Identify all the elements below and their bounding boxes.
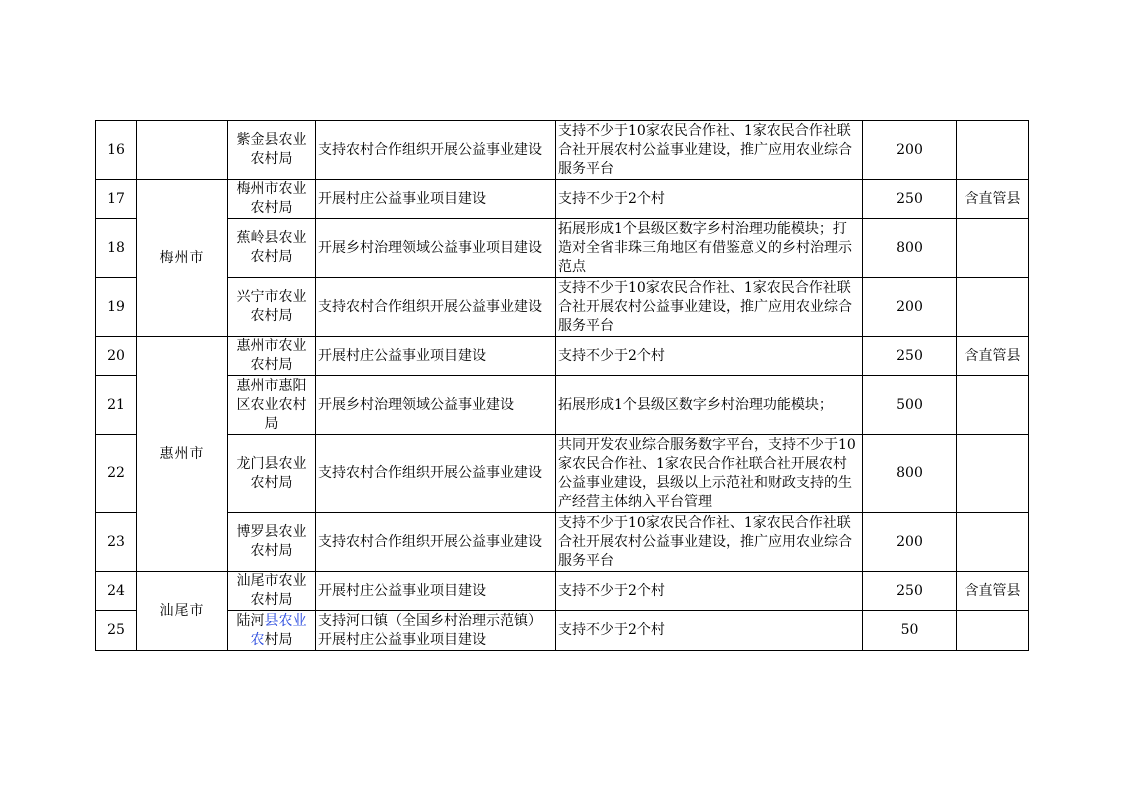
table-row [96,611,1029,651]
task-cell: 支持不少于10家农民合作社、1家农民合作社联合社开展农村公益事业建设，推广应用农业综合服务平台 [556,278,863,337]
project-cell: 支持农村合作组织开展公益事业建设 [316,513,556,572]
unit-cell: 惠州市惠阳区农业农村局 [228,376,316,435]
amount-cell: 200 [863,278,957,337]
project-cell: 开展乡村治理领域公益事业项目建设 [316,219,556,278]
unit-cell: 梅州市农业农村局 [228,180,316,219]
amount-cell: 800 [863,219,957,278]
unit-cell: 博罗县农业农村局 [228,513,316,572]
table-row [96,278,1029,337]
row-number: 17 [96,180,137,219]
unit-cell: 汕尾市农业农村局 [228,572,316,611]
city-cell: 汕尾市 [137,572,228,651]
amount-cell: 250 [863,180,957,219]
note-cell: 含直管县 [957,180,1029,219]
project-cell: 支持农村合作组织开展公益事业建设 [316,121,556,180]
amount-cell: 500 [863,376,957,435]
city-cell [137,121,228,180]
table-row [96,219,1029,278]
project-cell: 支持农村合作组织开展公益事业建设 [316,435,556,513]
table-row [96,180,1029,219]
task-cell: 支持不少于2个村 [556,611,863,651]
project-cell: 支持农村合作组织开展公益事业建设 [316,278,556,337]
note-cell [957,611,1029,651]
task-cell: 支持不少于10家农民合作社、1家农民合作社联合社开展农村公益事业建设，推广应用农业综合服务平台 [556,513,863,572]
note-cell [957,278,1029,337]
note-cell [957,121,1029,180]
task-cell: 拓展形成1个县级区数字乡村治理功能模块；打造对全省非珠三角地区有借鉴意义的乡村治理示范点 [556,219,863,278]
task-cell: 共同开发农业综合服务数字平台，支持不少于10家农民合作社、1家农民合作社联合社开展农村公益事业建设，县级以上示范社和财政支持的生产经营主体纳入平台管理 [556,435,863,513]
row-number: 18 [96,219,137,278]
note-cell: 含直管县 [957,572,1029,611]
city-cell: 梅州市 [137,180,228,337]
note-cell: 含直管县 [957,337,1029,376]
unit-cell [228,611,316,651]
table-row [96,376,1029,435]
table-row [96,572,1029,611]
unit-cell: 惠州市农业农村局 [228,337,316,376]
note-cell [957,219,1029,278]
note-cell [957,513,1029,572]
row-number: 19 [96,278,137,337]
unit-cell: 兴宁市农业农村局 [228,278,316,337]
task-cell: 支持不少于10家农民合作社、1家农民合作社联合社开展农村公益事业建设，推广应用农业综合服务平台 [556,121,863,180]
row-number: 20 [96,337,137,376]
unit-part-link: 县农业 [264,612,307,629]
amount-cell: 200 [863,121,957,180]
table-row [96,513,1029,572]
unit-cell: 紫金县农业农村局 [228,121,316,180]
task-cell: 支持不少于2个村 [556,572,863,611]
amount-cell: 800 [863,435,957,513]
row-number: 25 [96,611,137,651]
project-cell: 开展乡村治理领域公益事业建设 [316,376,556,435]
amount-cell: 200 [863,513,957,572]
unit-part: 村局 [264,631,293,648]
project-cell: 开展村庄公益事业项目建设 [316,180,556,219]
city-cell: 惠州市 [137,337,228,572]
note-cell [957,376,1029,435]
amount-cell: 50 [863,611,957,651]
row-number: 16 [96,121,137,180]
project-cell: 支持河口镇（全国乡村治理示范镇）开展村庄公益事业项目建设 [316,611,556,651]
unit-cell: 蕉岭县农业农村局 [228,219,316,278]
project-cell: 开展村庄公益事业项目建设 [316,337,556,376]
row-number: 24 [96,572,137,611]
unit-part: 陆河 [236,612,265,629]
unit-part-link: 农 [250,631,265,648]
table-row [96,337,1029,376]
task-cell: 支持不少于2个村 [556,180,863,219]
amount-cell: 250 [863,337,957,376]
task-cell: 支持不少于2个村 [556,337,863,376]
subsidy-table [95,120,1029,651]
unit-cell: 龙门县农业农村局 [228,435,316,513]
row-number: 23 [96,513,137,572]
row-number: 21 [96,376,137,435]
task-cell: 拓展形成1个县级区数字乡村治理功能模块； [556,376,863,435]
amount-cell: 250 [863,572,957,611]
note-cell [957,435,1029,513]
project-cell: 开展村庄公益事业项目建设 [316,572,556,611]
table-row [96,435,1029,513]
row-number: 22 [96,435,137,513]
table-row [96,121,1029,180]
